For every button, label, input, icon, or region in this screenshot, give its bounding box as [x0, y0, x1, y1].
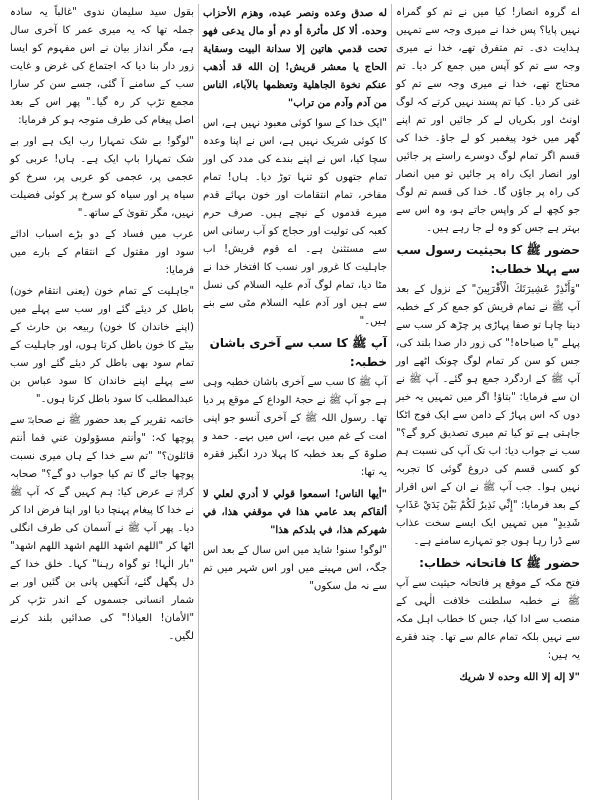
- column-right: [392, 4, 584, 800]
- section-heading: حضور ﷺ کا بحیثیت رسول سب سے پہلا خطاب:: [396, 243, 580, 276]
- paragraph: "لوگو! سنو! شاید میں اس سال کے بعد اس جگہ، اس مہینے میں اور اس شہر میں تم سے نہ مل سکوں": [203, 545, 387, 592]
- section-heading: آپ ﷺ کا سب سے آخری باشان خطبہ:: [209, 336, 387, 369]
- arabic-quote: "أيها الناس! اسمعوا قولي لا أدري لعلي لا ألقاكم بعد عامي هذا في موقفي هذا، في شهركم هذا، في بلدكم هذا": [203, 488, 387, 536]
- paragraph: "جاہلیت کے تمام خون (یعنی انتقام خون) باطل کر دیئے گئے اور سب سے پہلے میں (اپنے خاندان کا خون) ربیعہ بن حارث کے بیٹے کا خون باطل کرتا ہوں، اور جاہلیت کے تمام سود بھی باطل کر دیئے گئے اور سب سے پہلے اپنے خاندان کا سود عباس بن عبدالمطلب کا سود باطل کرتا ہوں۔": [10, 286, 194, 405]
- paragraph: بقول سید سلیمان ندوی "غالباً یہ سادہ جملہ تھا کہ یہ میری عمر کا آخری سال ہے، مگر انداز بیان نے اس مفہوم کو ایسا زور دار بنا دیا کہ اجتماع کی غرض و غایت سب کے سامنے آ گئی، جسے سن کر سارا مجمع تڑپ کر رہ گیا۔" پھر اس کے بعد اصل پیغام کی طرف متوجہ ہو کر فرمایا:: [10, 7, 194, 126]
- section-heading: حضور ﷺ کا فاتحانہ خطاب:: [419, 556, 580, 570]
- arabic-quote: له صدق وعده ونصر عبده، وهزم الأحزاب وحده. ألا كل مأثرة أو دم أو مال يدعى فهو تحت قدمي هاتين إلا سدانة البيت وسقاية الحاج يا معشر قريش! إن الله قد أذهب عنكم نخوة الجاهلية وتعظمها بالآباء، الناس من آدم وآدم من تراب": [203, 7, 387, 109]
- paragraph: اے گروہ انصار! کیا میں نے تم کو گمراہ نہیں پایا؟ پس خدا نے میری وجہ سے تمہیں ہدایت دی۔ تم متفرق تھے، خدا نے میری وجہ سے تم کو آپس میں جمع کر دیا۔ تم محتاج تھے، خدا نے میری وجہ سے تم کو غنی کر دیا۔ کیا تم پسند نہیں کرتے کہ لوگ اونٹ اور بکریاں لے کر جائیں اور تم اپنے گھر میں خود پیغمبر کو لے جاؤ۔ خدا کی قسم اگر تمام لوگ دوسرے راستے پر جائیں اور انصار ایک راہ پر جائیں تو میں انصار کی راہ پر جاؤں گا۔ خدا کی قسم تم لوگ جو کچھ لے کر واپس جاتے ہو، وہ اس سے بہتر ہے جس کو وہ لے جا رہے ہیں۔: [396, 7, 580, 234]
- paragraph: "لوگو! بے شک تمہارا رب ایک ہے اور بے شک تمہارا باپ ایک ہے۔ ہاں! عربی کو عجمی پر، عجمی کو عربی پر، سرخ کو سیاہ پر اور سیاہ کو سرخ پر کوئی فضیلت نہیں، مگر تقویٰ کے ساتھ۔": [10, 136, 194, 219]
- paragraph: آپ ﷺ کا سب سے آخری باشان خطبہ وہی ہے جو آپ ﷺ نے حجۃ الوداع کے موقع پر دیا تھا۔ رسول اللہ ﷺ کے آخری آنسو جو اپنی امت کے غم میں بہے، اس میں بہے۔ حمد و صلوۃ کے بعد خطبہ کا پہلا درد انگیز فقرہ یہ تھا:: [203, 377, 387, 478]
- paragraph: "وَأَنْذِرْ عَشِيرَتَكَ الْأَقْرَبِينَ" کے نزول کے بعد آپ ﷺ نے تمام قریش کو جمع کر کے خطبہ دینا چاہا تو صفا پہاڑی پر چڑھ کر سب سے پہلے "یا صباحاہ!" کی زور دار صدا بلند کی، جس کو سن کر تمام لوگ چونک اٹھے اور آپ ﷺ کے اردگرد جمع ہو گئے۔ آپ ﷺ نے ان سے فرمایا: "بتاؤ! اگر میں تمہیں یہ خبر دوں کہ اس پہاڑ کے دامن سے ایک فوج اٹکا جاہتی ہے تو کیا تم میری تصدیق کرو گے؟" سب نے جواب دیا: اب تک آپ کی نسبت ہم کو کسی قسم کی دروغ گوئی کا تجربہ نہیں ہوا۔ جب آپ ﷺ نے ان کے اس اقرار کے بعد فرمایا: "إِنِّي نَذِيرٌ لَكُمْ بَيْنَ يَدَيْ عَذَابٍ شَدِيدٍ" میں تمہیں ایک ایسے سخت عذاب سے ڈرا رہا ہوں جو تمہارے سامنے ہے۔: [396, 284, 580, 547]
- paragraph: فتح مکہ کے موقع پر فاتحانہ حیثیت سے آپ ﷺ نے خطبہ سلطنت خلافت الٰہی کے منصب سے ادا کیا، جس کا خطاب اہل مکہ سے نہیں بلکہ تمام عالم سے تھا۔ چند فقرے یہ ہیں:: [396, 578, 580, 661]
- paragraph: "ایک خدا کے سوا کوئی معبود نہیں ہے، اس کا کوئی شریک نہیں ہے، اس نے اپنا وعدہ سچا کیا، اس نے اپنے بندے کی مدد کی اور تمام جتھوں کو تنہا توڑ دیا۔ ہاں! تمام مفاخر، تمام انتقامات اور خون بہائے قدم میرے قدموں کے نیچے ہیں۔ صرف حرم کعبہ کی تولیت اور حجاج کو آب رسانی اس سے مستثنیٰ ہے۔ اے قوم قریش! اب جاہلیت کا غرور اور نسب کا افتخار خدا نے مٹا دیا، تمام لوگ آدم علیہ السلام کی نسل سے ہیں اور آدم علیہ السلام مٹی سے بنے ہیں۔": [203, 118, 387, 327]
- paragraph: خاتمہ تقریر کے بعد حضور ﷺ نے صحابہؓ سے پوچھا کہ: "وأنتم مسؤولون عني فما أنتم قائلون؟" "تم سے خدا کے ہاں میری نسبت پوچھا جائے گا تم کیا جواب دو گے؟" صحابہ کرامؓ نے عرض کیا: ہم کہیں گے کہ آپ ﷺ نے خدا کا پیغام پہنچا دیا اور اپنا فرض ادا کر دیا۔ پھر آپ ﷺ نے آسمان کی طرف انگلی اٹھا کر "اللهم اشهد اللهم اشهد اللهم اشهد" "بار الٰہا! تو گواہ رہنا" کہا۔ خلق خدا کے دل پگھل گئے، آنکھیں پانی بن گئیں اور بے شمار انسانی جسموں کے اندر تڑپ کر "الأمان! العیاذ!" کی صدائیں بلند کرنے لگیں۔: [10, 415, 194, 642]
- arabic-quote: "لا إله إلا الله وحده لا شريك: [459, 671, 580, 683]
- paragraph: عرب میں فساد کے دو بڑے اسباب ادائے سود اور مقتول کے انتقام کے بارے میں فرمایا:: [10, 229, 194, 276]
- column-left: [6, 4, 199, 800]
- column-middle: [199, 4, 392, 800]
